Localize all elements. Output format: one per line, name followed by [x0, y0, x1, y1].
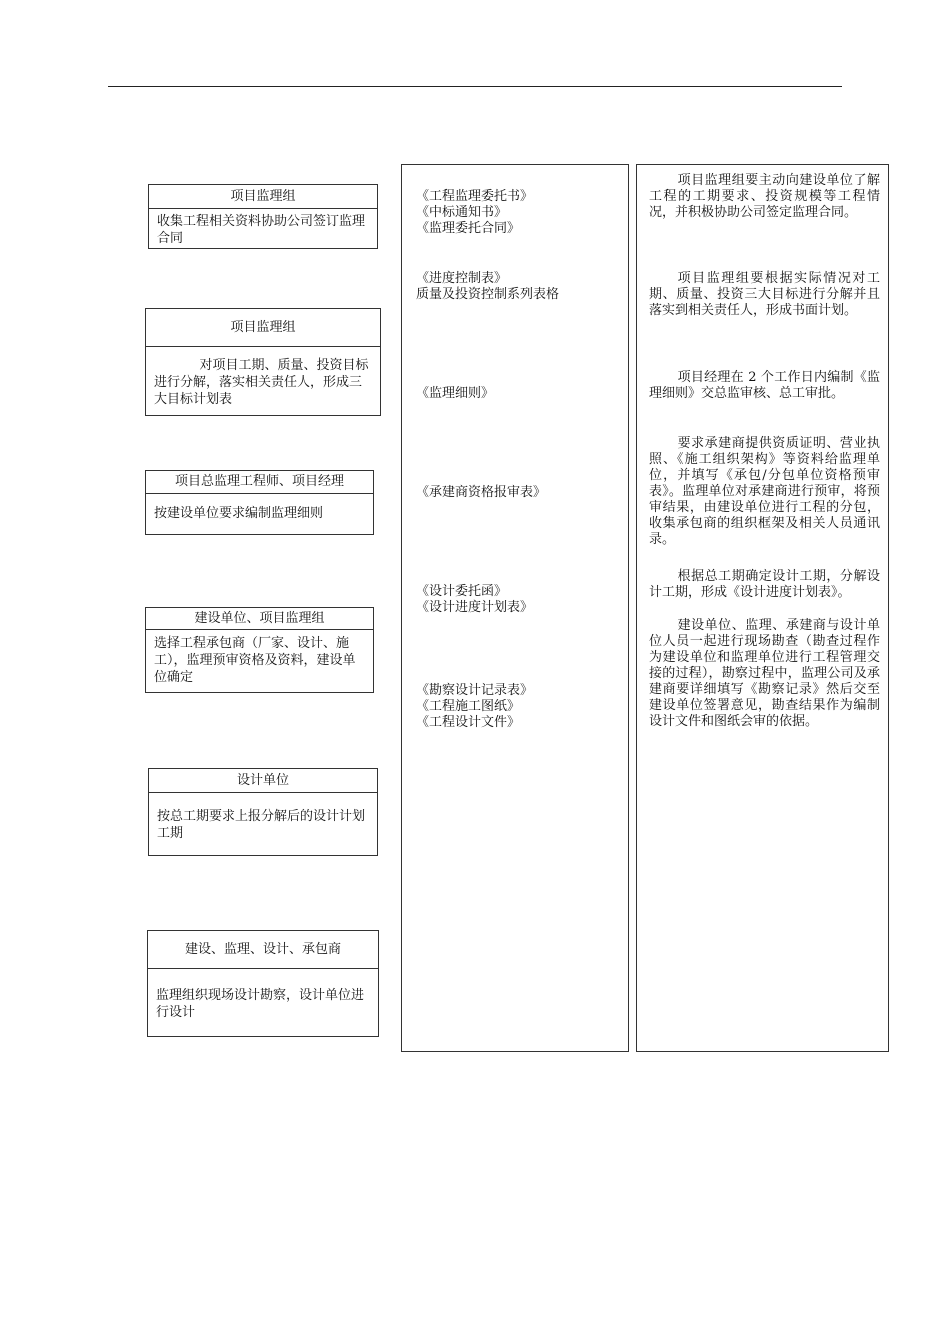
- step-4-task: 选择工程承包商（厂家、设计、施工），监理预审资格及资料，建设单位确定: [154, 636, 356, 685]
- document-item: 《工程施工图纸》: [416, 699, 521, 714]
- note-6: 建设单位、监理、承建商与设计单位人员一起进行现场勘查（勘查过程作为建设单位和监理单位进行工程管理交接的过程），勘察过程中，监理公司及承建商要详细填写《勘察记录》然后交至建设单位签署意见，勘查结果作为编制设计文件和图纸会审的依据。: [649, 618, 880, 729]
- document-item: 《工程设计文件》: [416, 715, 521, 730]
- document-item: 《中标通知书》: [416, 205, 508, 220]
- notes-column: [636, 164, 889, 1052]
- note-1: 项目监理组要主动向建设单位了解工程的工期要求、投资规模等工程情况，并积极协助公司签定监理合同。: [649, 173, 880, 220]
- note-5: 根据总工期确定设计工期，分解设计工期，形成《设计进度计划表》。: [649, 569, 880, 600]
- step-6-role: 建设、监理、设计、承包商: [148, 931, 378, 969]
- step-1-role: 项目监理组: [149, 185, 377, 209]
- step-2-task: 对项目工期、质量、投资目标进行分解，落实相关责任人，形成三大目标计划表: [154, 358, 369, 407]
- documents-group-5: [416, 584, 533, 616]
- document-item: 《设计进度计划表》: [416, 600, 534, 615]
- step-box-1: [148, 184, 378, 249]
- step-3-role: 项目总监理工程师、项目经理: [146, 471, 373, 494]
- step-box-4: [145, 607, 374, 693]
- documents-group-3: [416, 386, 494, 402]
- document-item: 《进度控制表》: [416, 271, 508, 286]
- document-item: 《设计委托函》: [416, 584, 508, 599]
- note-2: 项目监理组要根据实际情况对工期、质量、投资三大目标进行分解并且落实到相关责任人，形成书面计划。: [649, 271, 880, 318]
- document-item: 《承建商资格报审表》: [416, 485, 547, 500]
- header-rule: [108, 86, 842, 87]
- step-4-role: 建设单位、项目监理组: [146, 608, 373, 630]
- step-2-role: 项目监理组: [146, 309, 380, 347]
- step-1-task: 收集工程相关资料协助公司签订监理合同: [157, 214, 366, 246]
- documents-group-2: [416, 271, 559, 303]
- document-item: 《监理委托合同》: [416, 221, 521, 236]
- note-3: 项目经理在 2 个工作日内编制《监理细则》交总监审核、总工审批。: [649, 370, 880, 401]
- step-3-task: 按建设单位要求编制监理细则: [154, 506, 324, 521]
- step-box-5: [148, 768, 378, 856]
- step-box-3: [145, 470, 374, 535]
- document-item: 《工程监理委托书》: [416, 189, 534, 204]
- step-5-role: 设计单位: [149, 769, 377, 793]
- document-item: 《勘察设计记录表》: [416, 683, 534, 698]
- step-box-2: [145, 308, 381, 416]
- document-item: 质量及投资控制系列表格: [416, 287, 560, 302]
- note-4: 要求承建商提供资质证明、营业执照、《施工组织架构》等资料给监理单位，并填写《承包/分包单位资格预审表》。监理单位对承建商进行预审，将预审结果，由建设单位进行工程的分包，收集承包商的组织框架及相关人员通讯录。: [649, 436, 880, 547]
- step-box-6: [147, 930, 379, 1037]
- step-5-task: 按总工期要求上报分解后的设计计划工期: [157, 809, 366, 841]
- document-item: 《监理细则》: [416, 386, 495, 401]
- documents-column: [401, 164, 629, 1052]
- documents-group-4: [416, 485, 546, 501]
- documents-group-6: [416, 683, 533, 731]
- step-6-task: 监理组织现场设计勘察，设计单位进行设计: [156, 988, 365, 1020]
- documents-group-1: [416, 189, 533, 237]
